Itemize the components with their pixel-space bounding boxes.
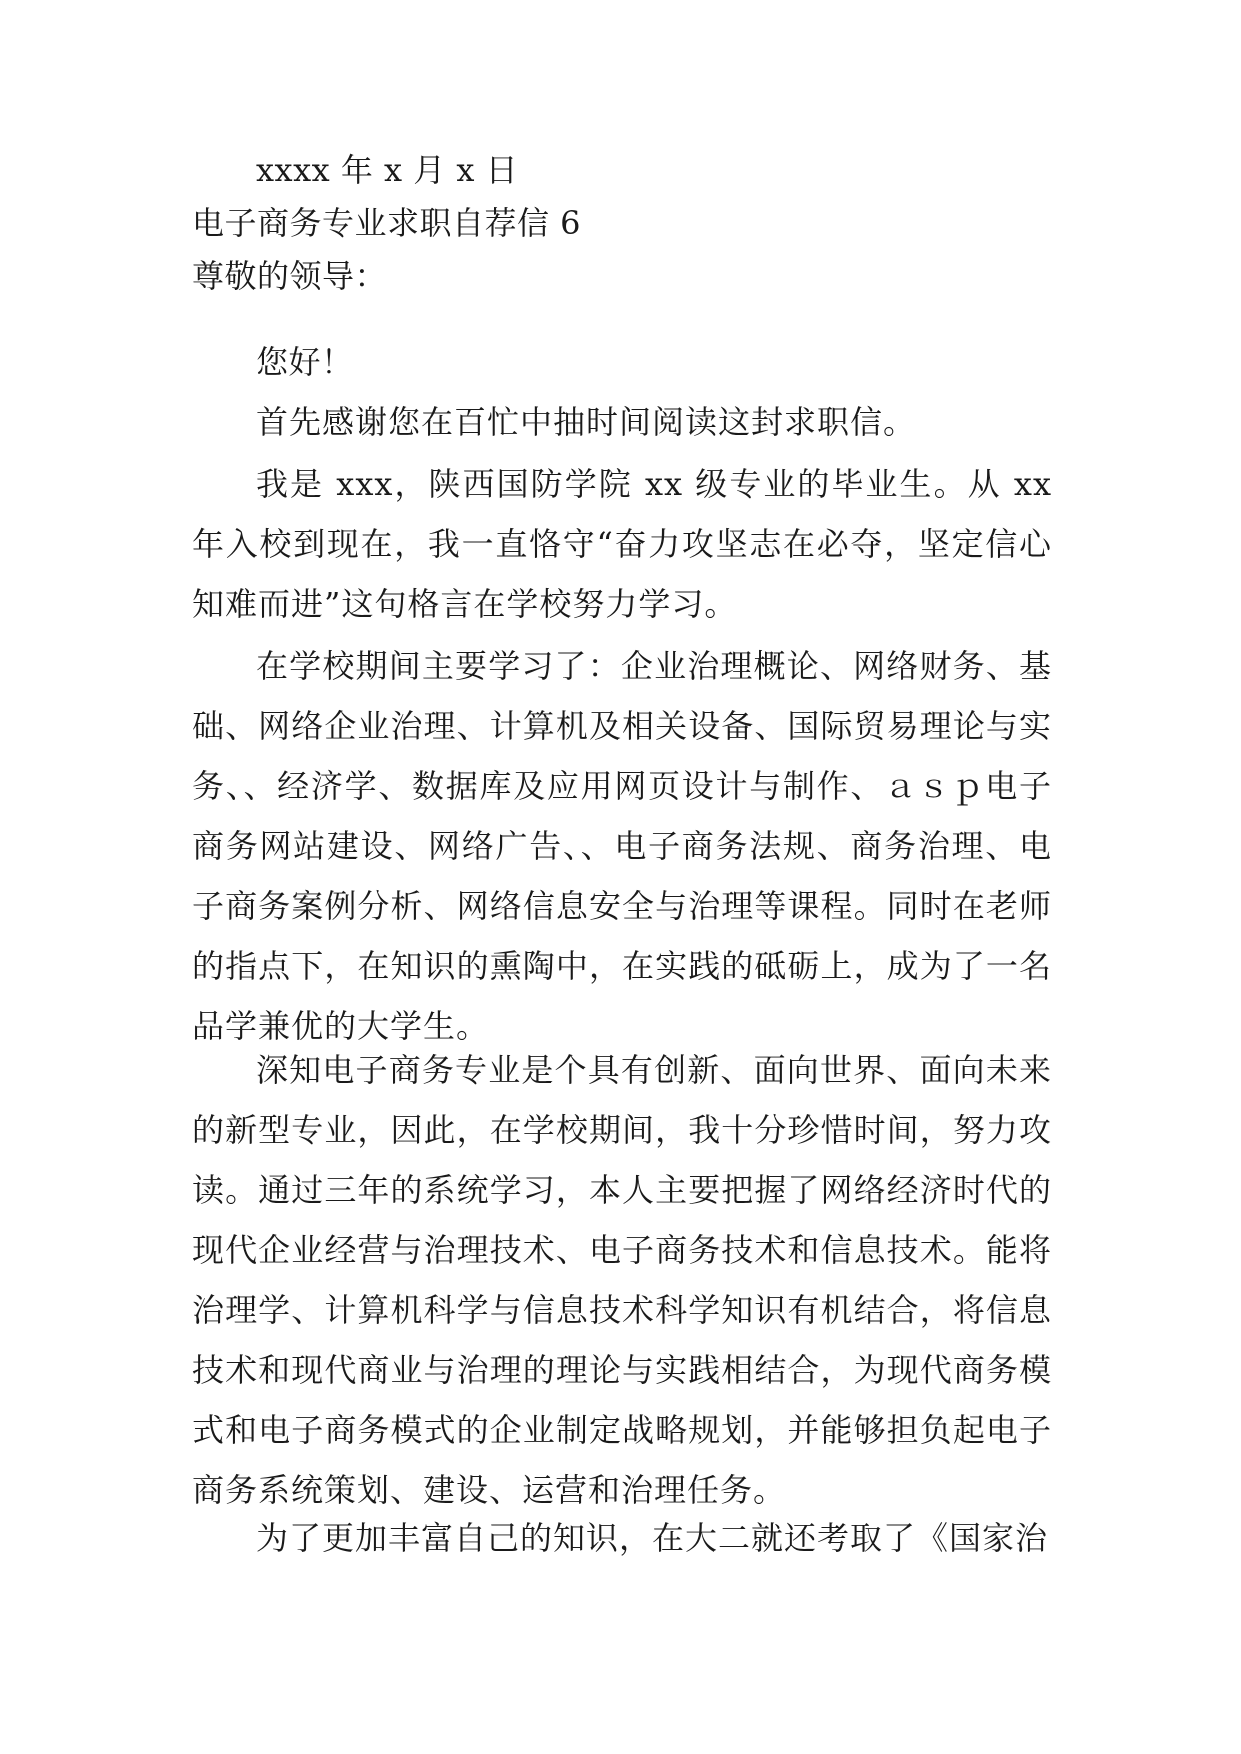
letter-title: 电子商务专业求职自荐信 6 [192, 204, 582, 242]
salutation: 尊敬的领导： [192, 257, 388, 295]
paragraph-certificate: 为了更加丰富自己的知识，在大二就还考取了《国家治 [256, 1519, 1049, 1557]
date-line: xxxx 年 x 月 x 日 [256, 151, 519, 189]
paragraph-courses: 在学校期间主要学习了：企业治理概论、网络财务、基础、网络企业治理、计算机及相关设备、国际贸易理论与实务、、经济学、数据库及应用网页设计与制作、ａｓｐ电子商务网站建设、网络广告、、电子商务法规、商务治理、电子商务案例分析、网络信息安全与治理等课程。同时在老师的指点下，在知识的熏陶中，在实践的砥砺上，成为了一名品学兼优的大学生。 [192, 647, 1052, 1045]
paragraph-skills: 深知电子商务专业是个具有创新、面向世界、面向未来的新型专业，因此，在学校期间，我十分珍惜时间，努力攻读。通过三年的系统学习，本人主要把握了网络经济时代的现代企业经营与治理技术、电子商务技术和信息技术。能将治理学、计算机科学与信息技术科学知识有机结合，将信息技术和现代商业与治理的理论与实践相结合，为现代商务模式和电子商务模式的企业制定战略规划，并能够担负起电子商务系统策划、建设、运营和治理任务。 [192, 1051, 1052, 1509]
paragraph-introduction: 我是 xxx，陕西国防学院 xx 级专业的毕业生。从 xx 年入校到现在，我一直恪守“奋力攻坚志在必夺，坚定信心知难而进”这句格言在学校努力学习。 [192, 465, 1052, 623]
greeting: 您好！ [256, 343, 354, 381]
paragraph-thanks: 首先感谢您在百忙中抽时间阅读这封求职信。 [256, 403, 917, 441]
